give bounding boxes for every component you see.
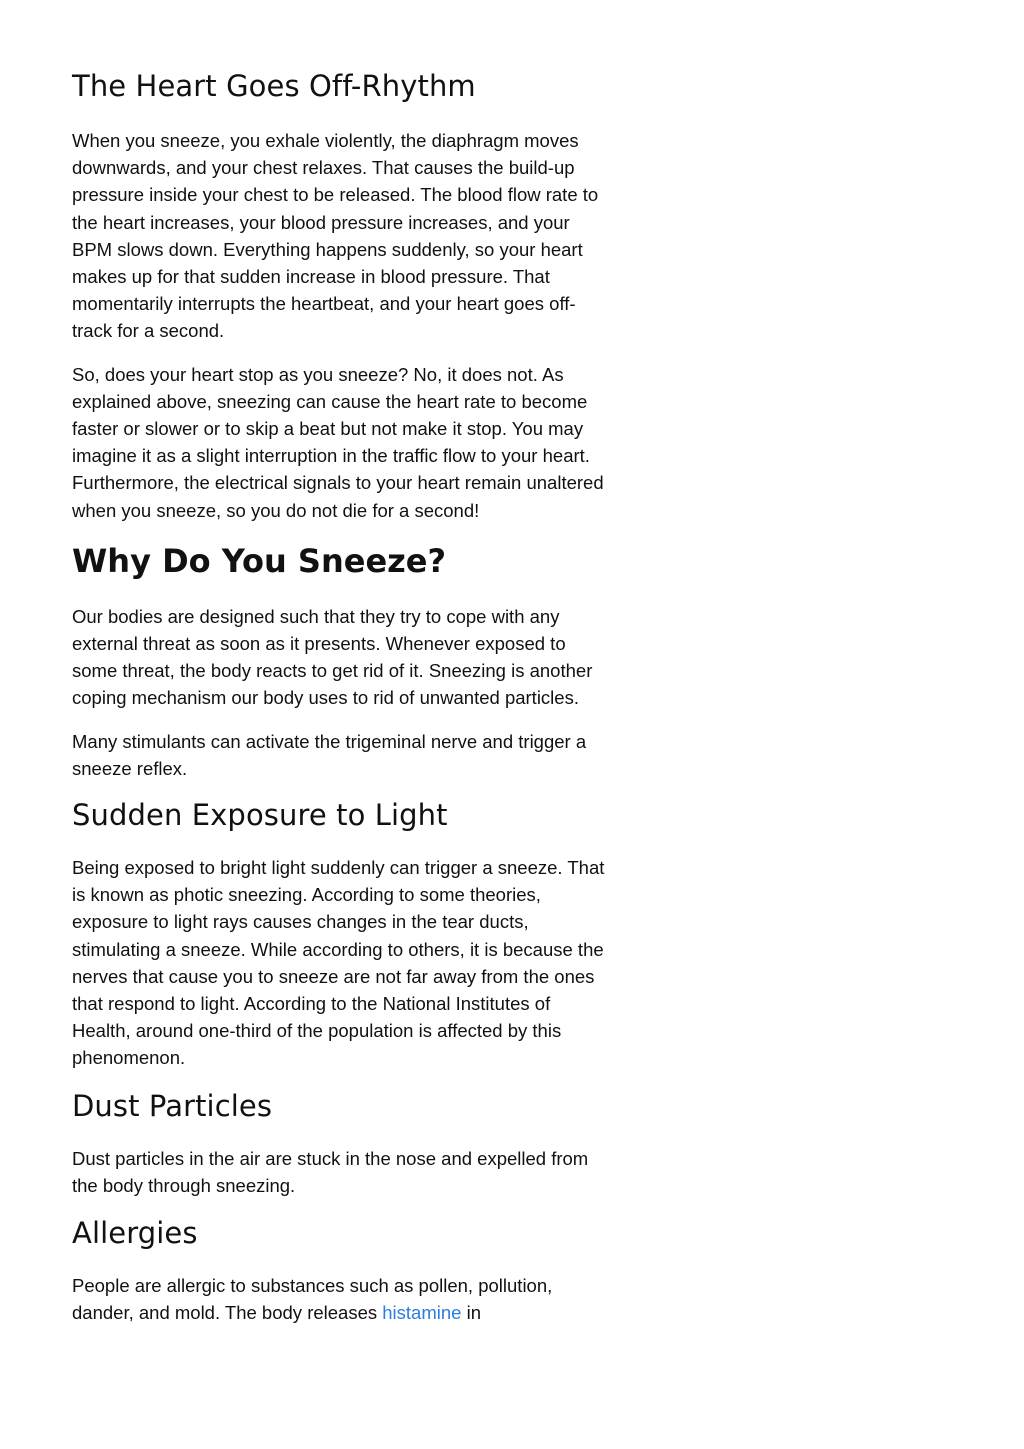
paragraph-dust: Dust particles in the air are stuck in the nose and expelled from the body through sneezing. [72, 1147, 589, 1196]
heading-why-sneeze: Why Do You Sneeze? [72, 541, 447, 580]
paragraph-light: Being exposed to bright light suddenly can trigger a sneeze. That is known as photic sneezing. According to some theories, exposure to light rays causes changes in the tear ducts, stimulating a sneeze. While according to others, it is because the nerves that cause you to sneeze are not far away from the ones that respond to light. According to the National Institutes of Health, around one-third of the population is affected by this phenomenon. [72, 857, 605, 1069]
paragraph-heart-2: So, does your heart stop as you sneeze? No, it does not. As explained above, sneezing can cause the heart rate to become faster or slower or to skip a beat but not make it stop. You may imagine it as a slight interruption in the traffic flow to your heart. Furthermore, the electrical signals to your heart remain unaltered when you sneeze, so you do not die for a second! [72, 363, 604, 521]
paragraph-allergies-text-before: People are allergic to substances such as pollen, pollution, dander, and mold. The body releases [72, 1275, 553, 1324]
article [72, 66, 612, 1327]
paragraph-why-2: Many stimulants can activate the trigeminal nerve and trigger a sneeze reflex. [72, 730, 587, 779]
paragraph-allergies [72, 1272, 612, 1326]
paragraph-allergies-text-after: in [461, 1302, 481, 1324]
histamine-link[interactable]: histamine [382, 1302, 462, 1324]
paragraph-why-1: Our bodies are designed such that they try to cope with any external threat as soon as it presents. Whenever exposed to some threat, the body reacts to get rid of it. Sneezing is another coping mechanism our body uses to rid of unwanted particles. [72, 605, 593, 709]
heading-dust-particles: Dust Particles [72, 1088, 273, 1123]
heading-allergies: Allergies [72, 1216, 198, 1251]
heading-light-exposure: Sudden Exposure to Light [72, 798, 448, 833]
heading-heart-off-rhythm: The Heart Goes Off-Rhythm [72, 69, 476, 103]
paragraph-heart-1: When you sneeze, you exhale violently, the diaphragm moves downwards, and your chest relaxes. That causes the build-up pressure inside your chest to be released. The blood flow rate to the heart increases, your blood pressure increases, and your BPM slows down. Everything happens suddenly, so your heart makes up for that sudden increase in blood pressure. That momentarily interrupts the heartbeat, and your heart goes off-track for a second. [72, 130, 599, 342]
